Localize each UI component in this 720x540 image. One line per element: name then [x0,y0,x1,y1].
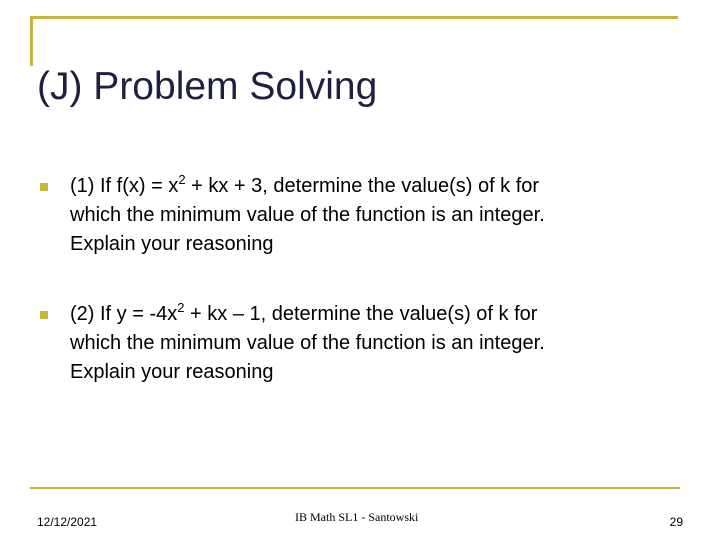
bullet-1-line-1 [70,172,680,201]
bullet-1-line-1-post: + kx + 3, determine the value(s) of k for [185,175,540,197]
footer-date: 12/12/2021 [37,515,98,529]
footer-page-number: 29 [669,515,683,529]
bullet-1-exponent: 2 [178,172,186,187]
bullet-2-exponent: 2 [177,300,185,315]
frame-top-rule [30,16,678,19]
bullet-square-icon [40,311,48,319]
bullet-1-line-1-pre: (1) If f(x) = x [70,175,179,197]
footer-course-label: IB Math SL1 - Santowski [295,510,419,524]
bullet-2-line-1 [70,300,680,329]
bullet-2-line-2: which the minimum value of the function is an integer. [70,332,545,354]
frame-left-rule [30,16,33,66]
slide-title: (J) Problem Solving [37,65,378,108]
bullet-text-1 [70,172,680,259]
footer-rule [30,487,680,489]
bullet-1-line-2: which the minimum value of the function is an integer. [70,204,545,226]
bullet-1-line-3: Explain your reasoning [70,233,274,255]
bullet-square-icon [40,183,48,191]
bullet-text-2 [70,300,680,387]
bullet-2-line-1-post: + kx – 1, determine the value(s) of k for [184,303,538,325]
bullet-2-line-1-pre: (2) If y = -4x [70,303,178,325]
bullet-2-line-3: Explain your reasoning [70,361,274,383]
